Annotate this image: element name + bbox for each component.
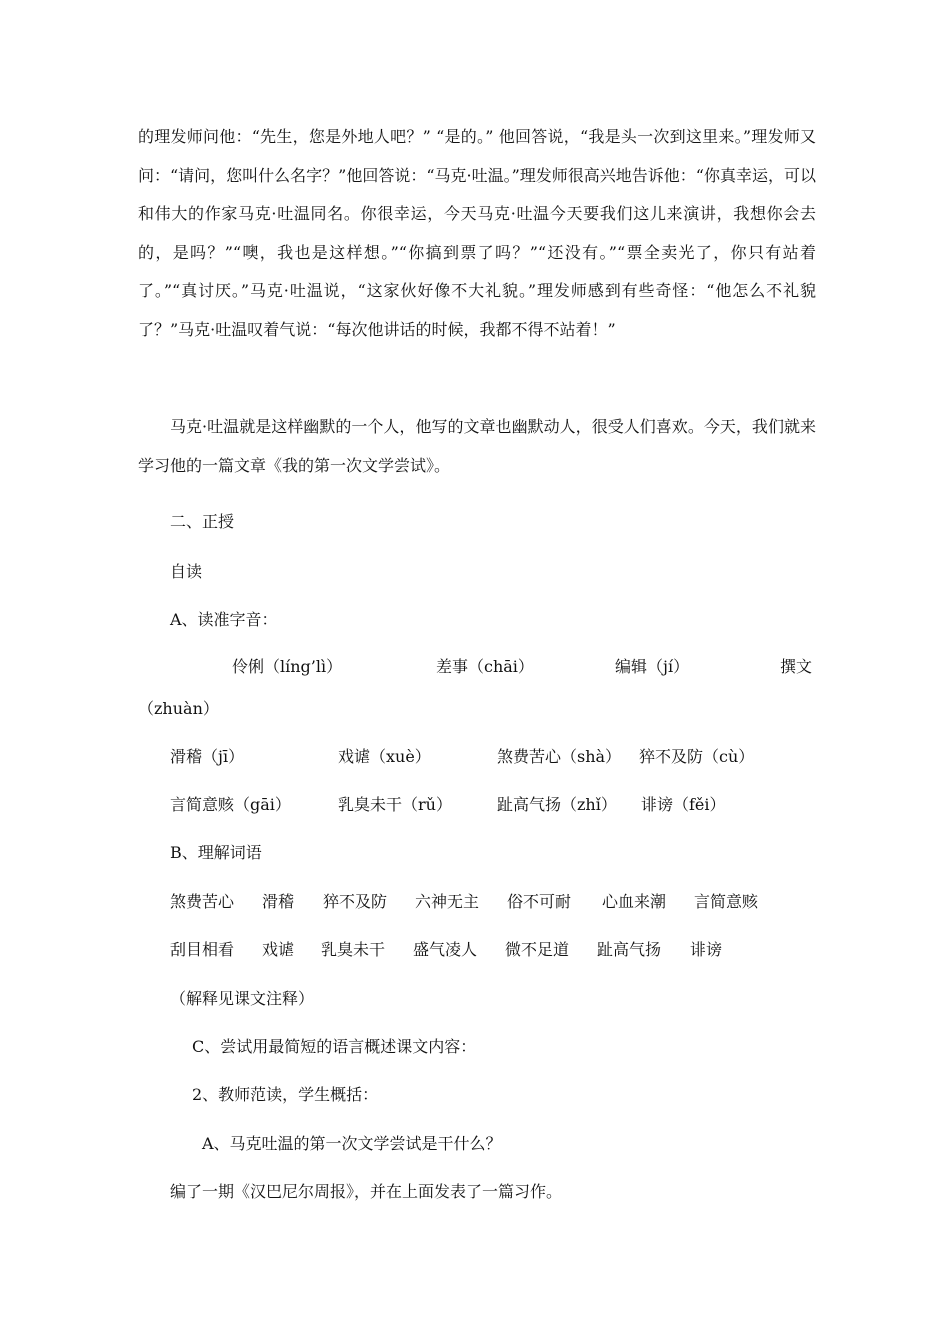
list-item: 煞费苦心（shà）: [497, 747, 622, 766]
vocabulary-note: （解释见课文注释）: [170, 989, 315, 1008]
list-item: 言简意赅: [694, 892, 759, 911]
list-item: 趾高气扬: [597, 940, 662, 959]
part-a-title: A、读准字音：: [170, 610, 278, 629]
list-item: 乳臭未干: [321, 940, 386, 959]
list-item: 撰文: [780, 657, 813, 676]
list-item: 趾高气扬（zhǐ）: [497, 795, 617, 814]
list-item: 滑稽（jī）: [170, 747, 245, 766]
list-item: 诽谤（fěi）: [641, 795, 726, 814]
list-item: 刮目相看: [170, 940, 235, 959]
list-item: 猝不及防（cù）: [639, 747, 755, 766]
step-2-heading: 2、教师范读，学生概括：: [192, 1085, 379, 1104]
summary-paragraph: 马克·吐温就是这样幽默的一个人，他写的文章也幽默动人，很受人们喜欢。今天，我们就来学习他的一篇文章《我的第一次文学尝试》。: [138, 417, 816, 475]
list-item: 煞费苦心: [170, 892, 235, 911]
list-item: 盛气凌人: [413, 940, 478, 959]
list-item: 言简意赅（gāi）: [170, 795, 291, 814]
list-item: 乳臭未干（rǔ）: [338, 795, 452, 814]
section-heading: 二、正授: [170, 512, 235, 531]
list-item: 六神无主: [415, 892, 480, 911]
subheading-self-reading: 自读: [170, 562, 203, 581]
list-item: 滑稽: [262, 892, 295, 911]
list-item: 编辑（jí）: [615, 657, 690, 676]
pronunciation-row-1-wrap: （zhuàn）: [138, 699, 219, 718]
answer-a: 编了一期《汉巴尼尔周报》，并在上面发表了一篇习作。: [170, 1182, 563, 1201]
list-item: 戏谑: [262, 940, 295, 959]
intro-paragraph: 的理发师问他：“先生，您是外地人吧？” “是的。” 他回答说，“我是头一次到这里来。”理发师又问：“请问，您叫什么名字？”他回答说：“马克·吐温。”理发师很高兴地告诉他：“你真幸运，可以和伟大的作家马克·吐温同名。你很幸运，今天马克·吐温今天要我们这儿来演讲，我想你会去的，是吗？”“噢，我也是这样想。”“你搞到票了吗？”“还没有。”“票全卖光了，你只有站着了。”“真讨厌。”马克·吐温说，“这家伙好像不大礼貌。”理发师感到有些奇怪：“他怎么不礼貌了？”马克·吐温叹着气说：“每次他讲话的时候，我都不得不站着！”: [138, 127, 816, 339]
part-c-instruction: C、尝试用最简短的语言概述课文内容：: [192, 1037, 477, 1056]
list-item: 微不足道: [505, 940, 570, 959]
list-item: 诽谤: [690, 940, 723, 959]
list-item: 心血来潮: [602, 892, 667, 911]
part-b-title: B、理解词语: [170, 843, 262, 862]
question-a: A、马克吐温的第一次文学尝试是干什么？: [202, 1134, 502, 1153]
list-item: 戏谑（xuè）: [338, 747, 431, 766]
list-item: 差事（chāi）: [436, 657, 534, 676]
list-item: 俗不可耐: [507, 892, 572, 911]
list-item: 猝不及防: [323, 892, 388, 911]
list-item: 伶俐（líng’lì）: [232, 657, 343, 676]
